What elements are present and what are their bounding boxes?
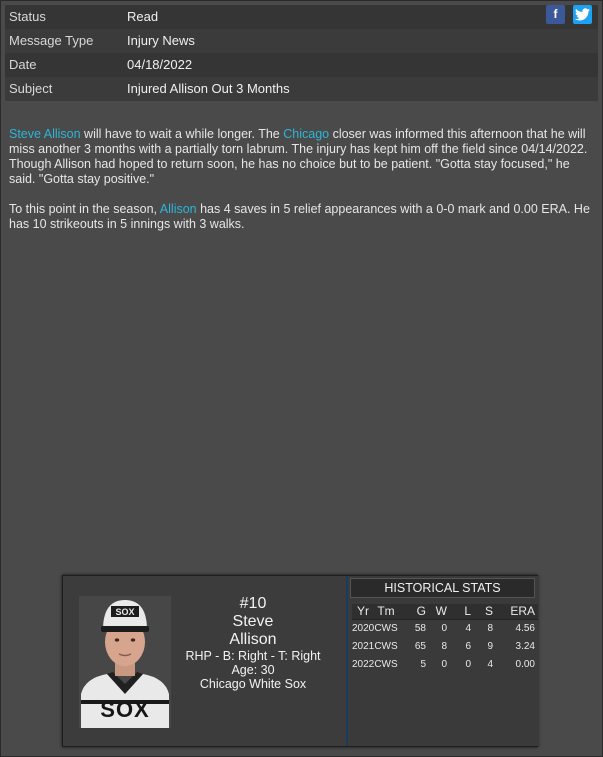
stats-cell-yr: 2020 <box>352 623 375 634</box>
twitter-icon <box>575 8 590 21</box>
stats-cell-w: 0 <box>441 659 447 670</box>
meta-label: Subject <box>9 81 53 96</box>
team-link[interactable]: Chicago <box>283 127 330 141</box>
stats-cell-l: 6 <box>465 641 471 652</box>
stats-header-l[interactable]: L <box>464 604 471 618</box>
stats-row <box>352 620 538 638</box>
stats-row <box>352 656 538 674</box>
article-text: has 4 saves in 5 relief appearances with a 0-0 mark and 0.00 ERA. He has 10 strikeouts in 5 innings with 3 walks. <box>9 202 590 231</box>
player-age: Age: 30 <box>231 663 275 677</box>
meta-label: Status <box>9 9 46 24</box>
historical-stats-table <box>352 604 538 674</box>
stats-cell-l: 0 <box>465 659 471 670</box>
article-body <box>9 127 594 247</box>
player-last-name: Allison <box>229 631 277 648</box>
meta-label: Message Type <box>9 33 94 48</box>
meta-value: 04/18/2022 <box>127 57 193 72</box>
player-bio <box>178 594 328 691</box>
article-paragraph-1 <box>9 127 594 187</box>
message-meta-panel <box>5 5 598 101</box>
historical-stats-title: HISTORICAL STATS <box>350 578 535 598</box>
article-text: To this point in the season, <box>9 202 160 216</box>
stats-cell-yr: 2022 <box>352 659 375 670</box>
stats-cell-s: 8 <box>487 623 493 634</box>
stats-cell-l: 4 <box>465 623 471 634</box>
article-paragraph-2 <box>9 202 594 232</box>
player-handedness: RHP - B: Right - T: Right <box>185 649 321 663</box>
meta-value: Injured Allison Out 3 Months <box>127 81 290 96</box>
player-team: Chicago White Sox <box>199 677 307 691</box>
stats-cell-s: 4 <box>487 659 493 670</box>
player-card <box>62 575 538 747</box>
stats-cell-yr: 2021 <box>352 641 375 652</box>
meta-value: Injury News <box>127 33 195 48</box>
meta-row-date <box>5 53 598 77</box>
stats-cell-w: 0 <box>441 623 447 634</box>
article-text: will have to wait a while longer. The <box>80 127 284 141</box>
stats-cell-tm: CWS <box>374 659 398 670</box>
player-link[interactable]: Steve Allison <box>9 127 81 141</box>
stats-row <box>352 638 538 656</box>
stats-cell-s: 9 <box>487 641 493 652</box>
meta-row-status <box>5 5 598 29</box>
stats-cell-era: 0.00 <box>515 659 535 670</box>
twitter-share-button[interactable] <box>573 5 592 24</box>
stats-cell-g: 58 <box>414 623 426 634</box>
facebook-icon: f <box>553 7 558 21</box>
player-number: #10 <box>239 595 267 612</box>
historical-stats-panel <box>346 576 539 746</box>
meta-label: Date <box>9 57 37 72</box>
stats-header-yr[interactable]: Yr <box>357 604 369 618</box>
stats-cell-g: 5 <box>420 659 426 670</box>
article-text: closer was informed this afternoon that he will miss another 3 months with a partially torn labrum. The injury has kept him off the field since 04/14/2022. Though Allison had hoped to return soon, he has no choice but to be patient. "Gotta stay focused," he said. "Gotta stay positive." <box>9 127 588 186</box>
stats-header-w[interactable]: W <box>435 604 447 618</box>
stats-cell-g: 65 <box>414 641 426 652</box>
stats-header-g[interactable]: G <box>416 604 426 618</box>
cap-logo: SOX <box>115 607 135 617</box>
stats-cell-tm: CWS <box>374 623 398 634</box>
stats-header-row <box>352 604 538 620</box>
stats-header-era[interactable]: ERA <box>510 604 535 618</box>
stats-cell-tm: CWS <box>374 641 398 652</box>
stats-header-tm[interactable]: Tm <box>377 604 395 618</box>
player-first-name: Steve <box>232 613 274 630</box>
facebook-share-button[interactable] <box>546 5 565 24</box>
stats-cell-era: 4.56 <box>515 623 535 634</box>
meta-value: Read <box>127 9 159 24</box>
jersey-logo: SOX <box>100 697 150 722</box>
meta-row-subject <box>5 77 598 101</box>
meta-row-message-type <box>5 29 598 53</box>
stats-cell-era: 3.24 <box>515 641 535 652</box>
player-link[interactable]: Allison <box>159 202 197 216</box>
stats-header-s[interactable]: S <box>484 604 493 618</box>
stats-cell-w: 8 <box>441 641 447 652</box>
